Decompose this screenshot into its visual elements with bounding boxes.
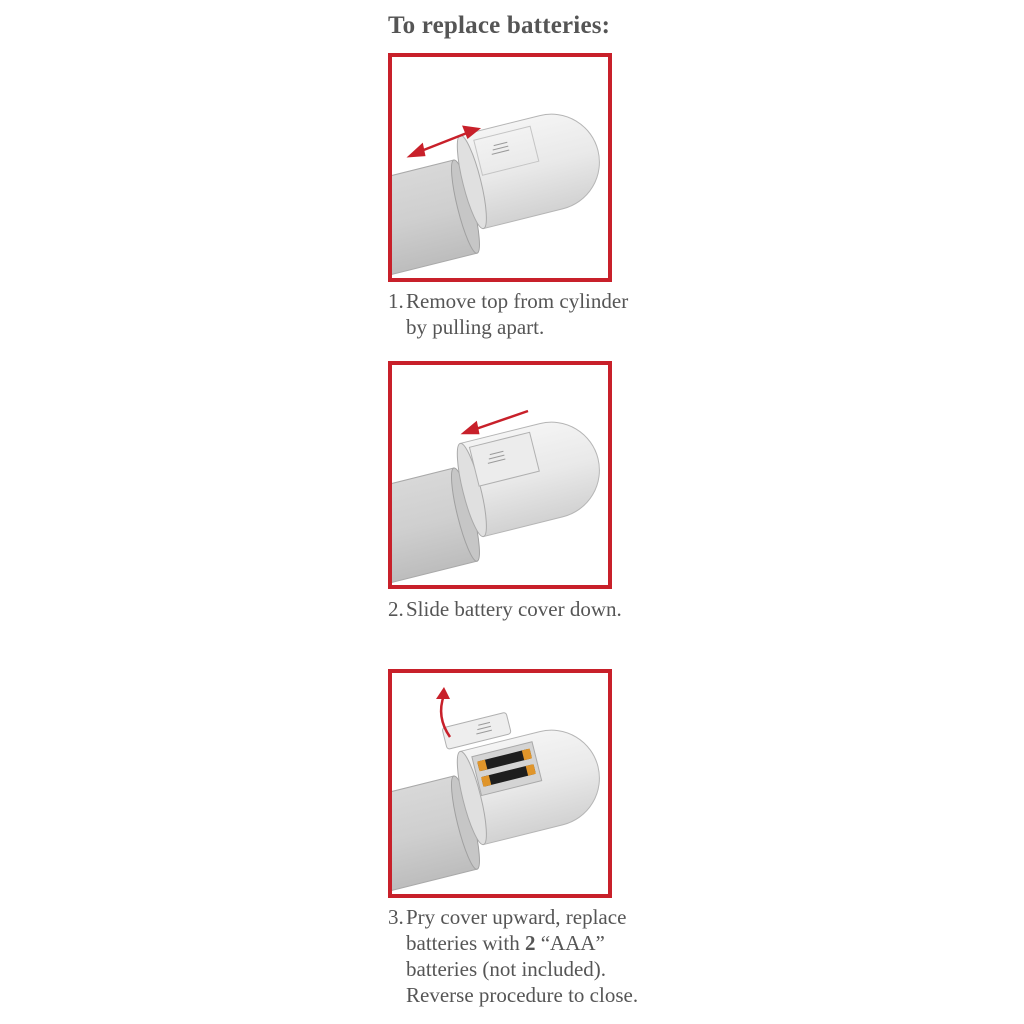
- step-3-illustration: [388, 669, 612, 898]
- step-2-illustration: [388, 361, 612, 589]
- step-2-text: 2. Slide battery cover down.: [388, 597, 622, 621]
- step-1-illustration: [388, 53, 612, 282]
- step-1-text: 1. Remove top from cylinder by pulling apart.: [388, 289, 629, 339]
- instructions-title: To replace batteries:: [388, 12, 611, 39]
- device-batteries-illustration: [392, 673, 608, 894]
- step-3-text: 3. Pry cover upward, replace batteries with 2 “AAA” batteries (not included). Reverse procedure to close.: [388, 905, 639, 1007]
- device-cover-slide-illustration: [392, 365, 608, 585]
- device-separated-illustration: [392, 57, 608, 278]
